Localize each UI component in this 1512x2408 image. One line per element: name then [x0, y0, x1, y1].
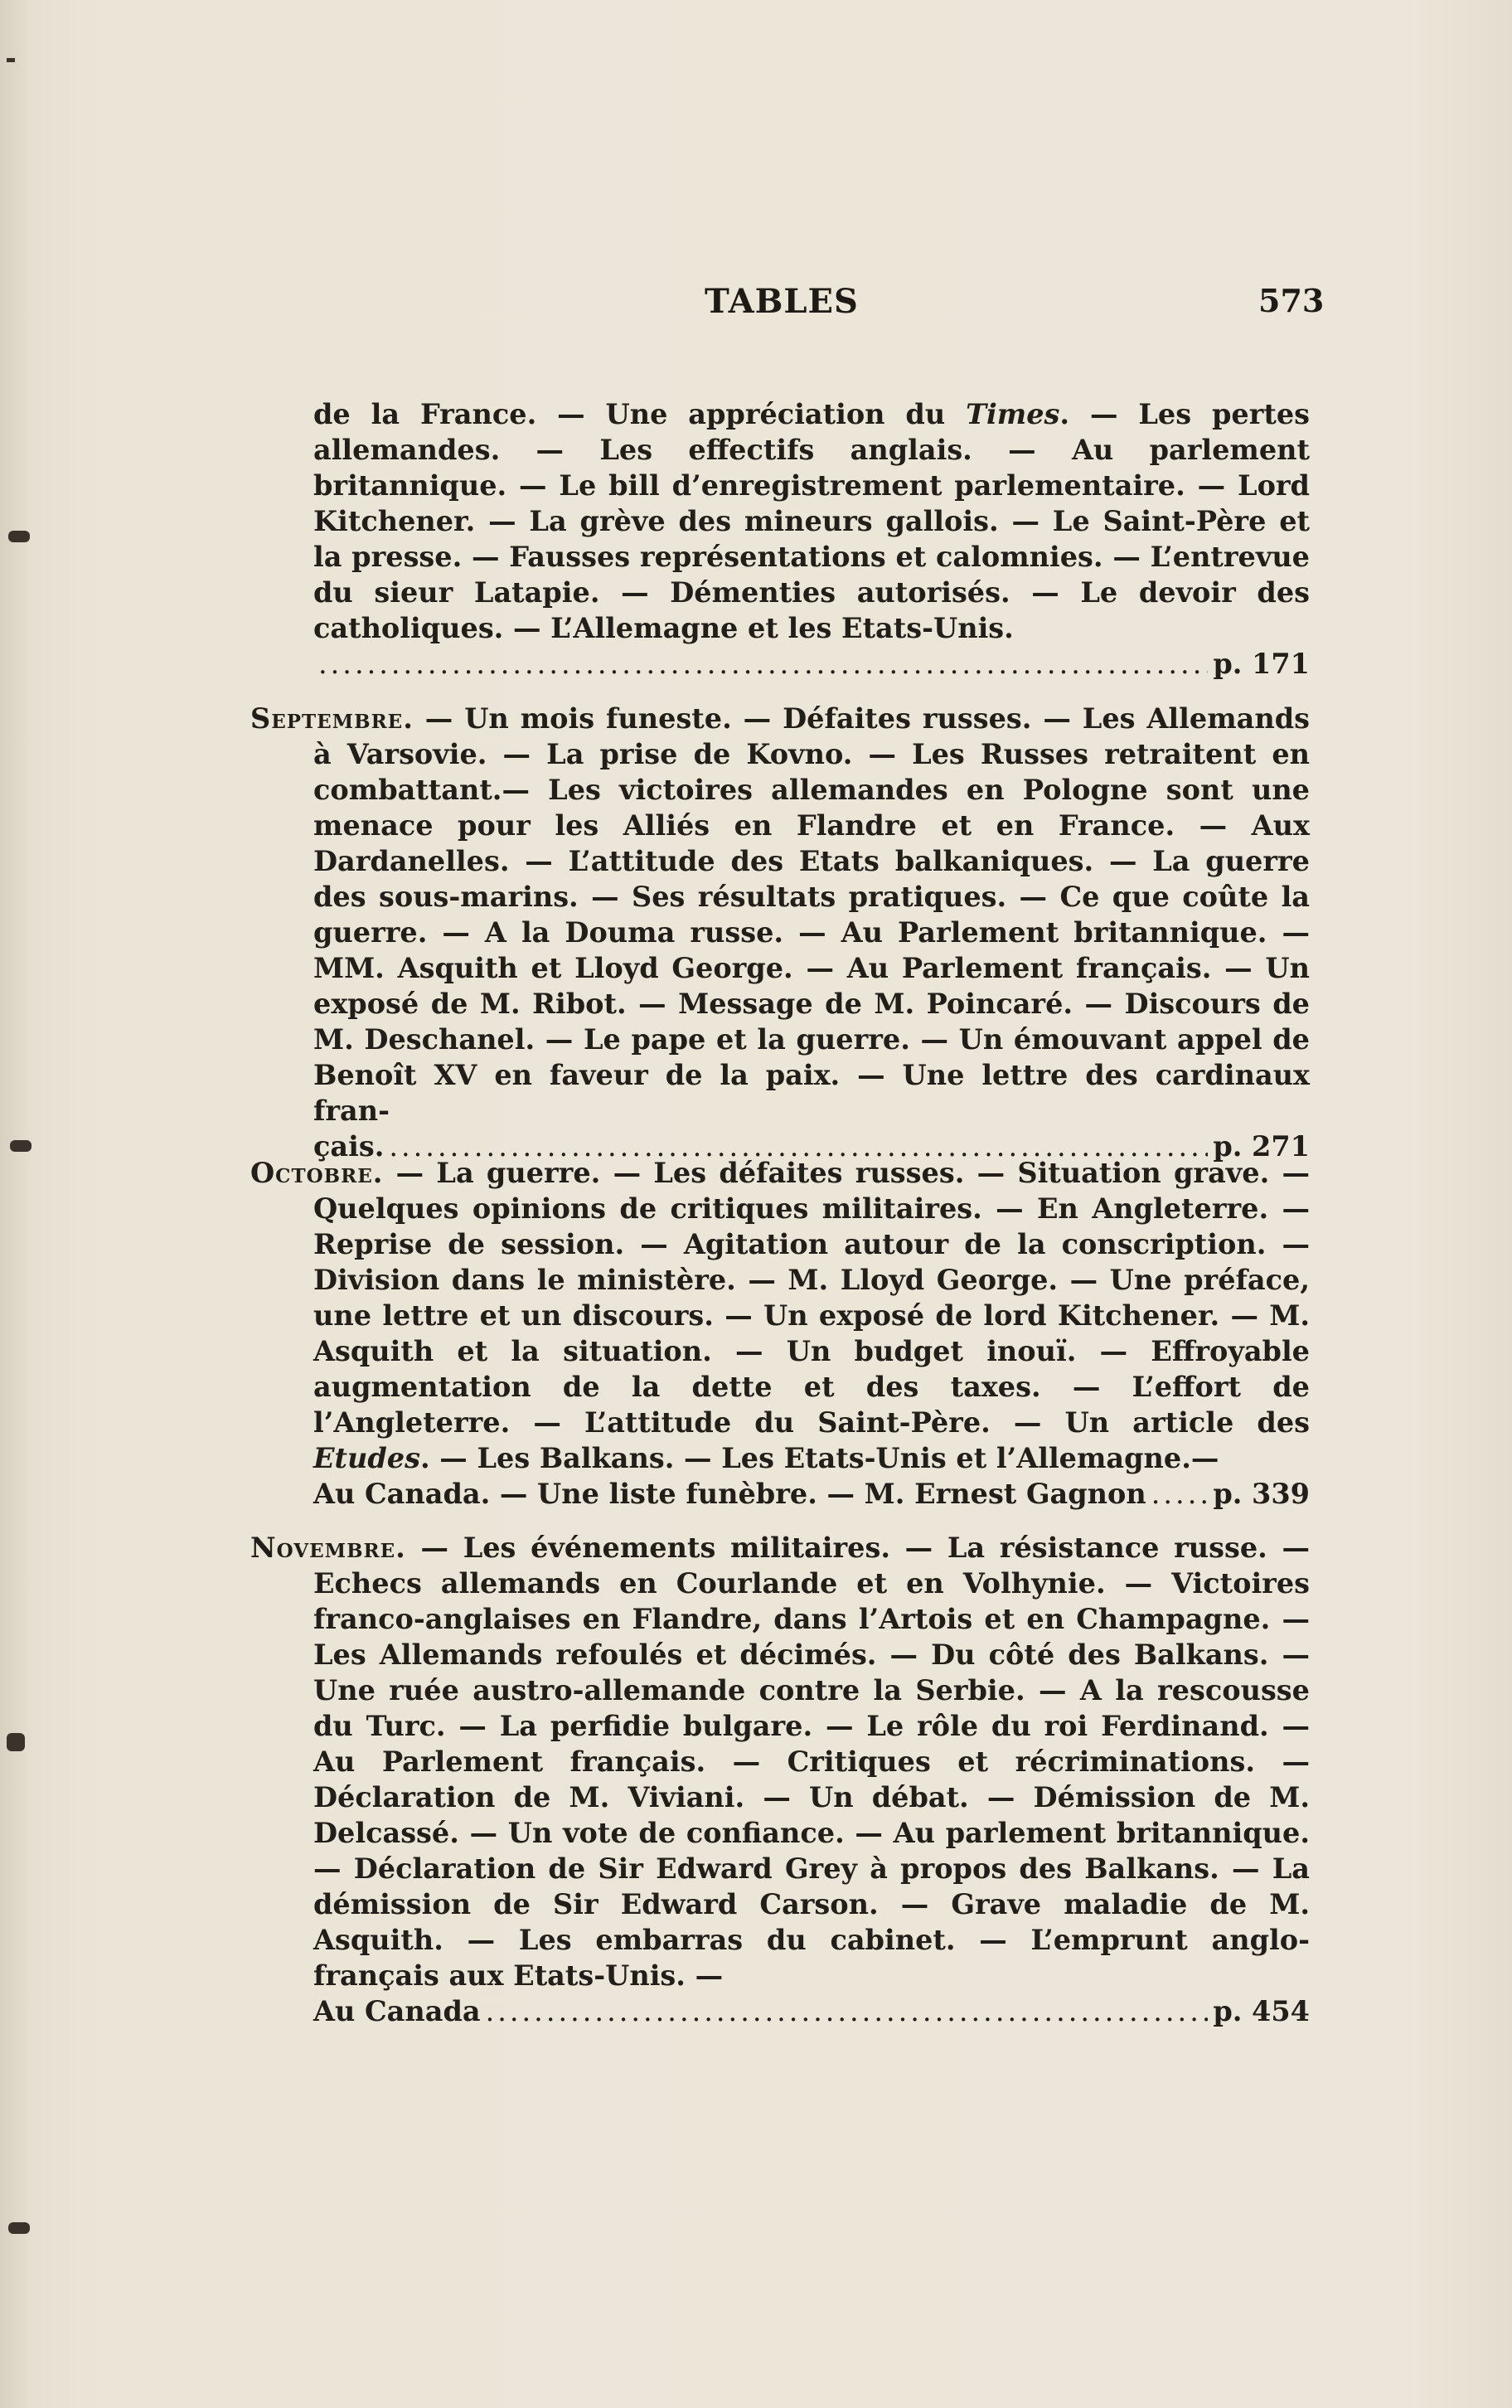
toc-entry-septembre: [250, 701, 1310, 1164]
entry-text-after: . — Les Balkans. — Les Etats-Unis et l’Allemagne.—: [419, 1442, 1219, 1474]
entry-text-after: . — Les pertes allemandes. — Les effectifs anglais. — Au parlement britannique. — Le bill d’enregistrement parlementaire. — Lord Kitchener. — La grève des mineurs gallois. — Le Saint-Père et la presse. — Fausses représentations et calomnies. — L’entrevue du sieur Latapie. — Démenties autorisés. — Le devoir des catholiques. — L’Allemagne et les Etats-Unis.: [313, 398, 1310, 644]
month-heading: Octobre.: [250, 1157, 384, 1189]
binding-mark: [10, 1140, 32, 1152]
page-number: 573: [1258, 282, 1325, 319]
leader-line: [313, 646, 1310, 682]
dot-leader: [1151, 1476, 1209, 1512]
page-reference: p. 339: [1213, 1478, 1310, 1510]
entry-text: — Un mois funeste. — Défaites russes. — Les Allemands à Varsovie. — La prise de Kovno. — Les Russes retraitent en combattant.— Les victoires allemandes en Pologne sont une menace pour les Alliés en Flandre et en France. — Aux Dardanelles. — L’attitude des Etats balkaniques. — La guerre des sous-marins. — Ses résultats pratiques. — Ce que coûte la guerre. — A la Douma russe. — Au Parlement britannique. — MM. Asquith et Lloyd George. — Au Parlement français. — Un exposé de M. Ribot. — Message de M. Poincaré. — Discours de M. Deschanel. — Le pape et la guerre. — Un émouvant appel de Benoît XV en faveur de la paix. — Une lettre des cardinaux fran-: [313, 702, 1310, 1127]
entry-last-line: Au Canada: [313, 1995, 481, 2027]
entry-text: de la France. — Une appréciation du: [313, 398, 967, 430]
page-reference: p. 454: [1213, 1995, 1310, 2027]
page-header: [0, 282, 1512, 323]
page-reference: p. 271: [1213, 1130, 1310, 1163]
binding-mark: [7, 1733, 25, 1751]
entry-body: [250, 701, 1310, 1129]
running-title: TABLES: [705, 282, 859, 321]
entry-text: — Les événements militaires. — La résistance russe. — Echecs allemands en Courlande et en Volhynie. — Victoires franco-anglaises en Flandre, dans l’Artois et en Champagne. — Les Allemands refoulés et décimés. — Du côté des Balkans. — Une ruée austro-allemande contre la Serbie. — A la rescousse du Turc. — La perfidie bulgare. — Le rôle du roi Ferdinand. — Au Parlement français. — Critiques et récriminations. — Déclaration de M. Viviani. — Un débat. — Démission de M. Delcassé. — Un vote de confiance. — Au parlement britannique. — Déclaration de Sir Edward Grey à propos des Balkans. — La démission de Sir Edward Carson. — Grave maladie de M. Asquith. — Les embarras du cabinet. — L’emprunt anglo-français aux Etats-Unis. —: [313, 1532, 1310, 1992]
toc-entry-octobre: [250, 1155, 1310, 1512]
entry-italic-text: Etudes: [313, 1442, 420, 1474]
entry-body: [250, 1155, 1310, 1476]
entry-last-line: çais.: [313, 1130, 385, 1163]
entry-last-line: Au Canada. — Une liste funèbre. — M. Ernest Gagnon: [313, 1478, 1146, 1510]
binding-mark: [8, 2222, 30, 2234]
leader-line: [250, 1476, 1310, 1512]
entry-body: [250, 1530, 1310, 1993]
binding-mark: [8, 531, 30, 542]
toc-entry-novembre: [250, 1530, 1310, 2029]
month-heading: Novembre.: [250, 1532, 406, 1564]
dot-leader: [486, 1993, 1209, 2029]
binding-mark: [7, 58, 15, 62]
toc-entry-continuation: [313, 396, 1310, 682]
page-reference: p. 171: [1213, 648, 1310, 680]
dot-leader: [318, 646, 1208, 682]
month-heading: Septembre.: [250, 702, 414, 735]
entry-text: — La guerre. — Les défaites russes. — Situation grave. — Quelques opinions de critiques militaires. — En Angleterre. — Reprise de session. — Agitation autour de la conscription. — Division dans le ministère. — M. Lloyd George. — Une préface, une lettre et un discours. — Un exposé de lord Kitchener. — M. Asquith et la situation. — Un budget inouï. — Effroyable augmentation de la dette et des taxes. — L’effort de l’Angleterre. — L’attitude du Saint-Père. — Un article des: [313, 1157, 1310, 1439]
entry-italic-text: Times: [966, 398, 1060, 430]
leader-line: [250, 1993, 1310, 2029]
